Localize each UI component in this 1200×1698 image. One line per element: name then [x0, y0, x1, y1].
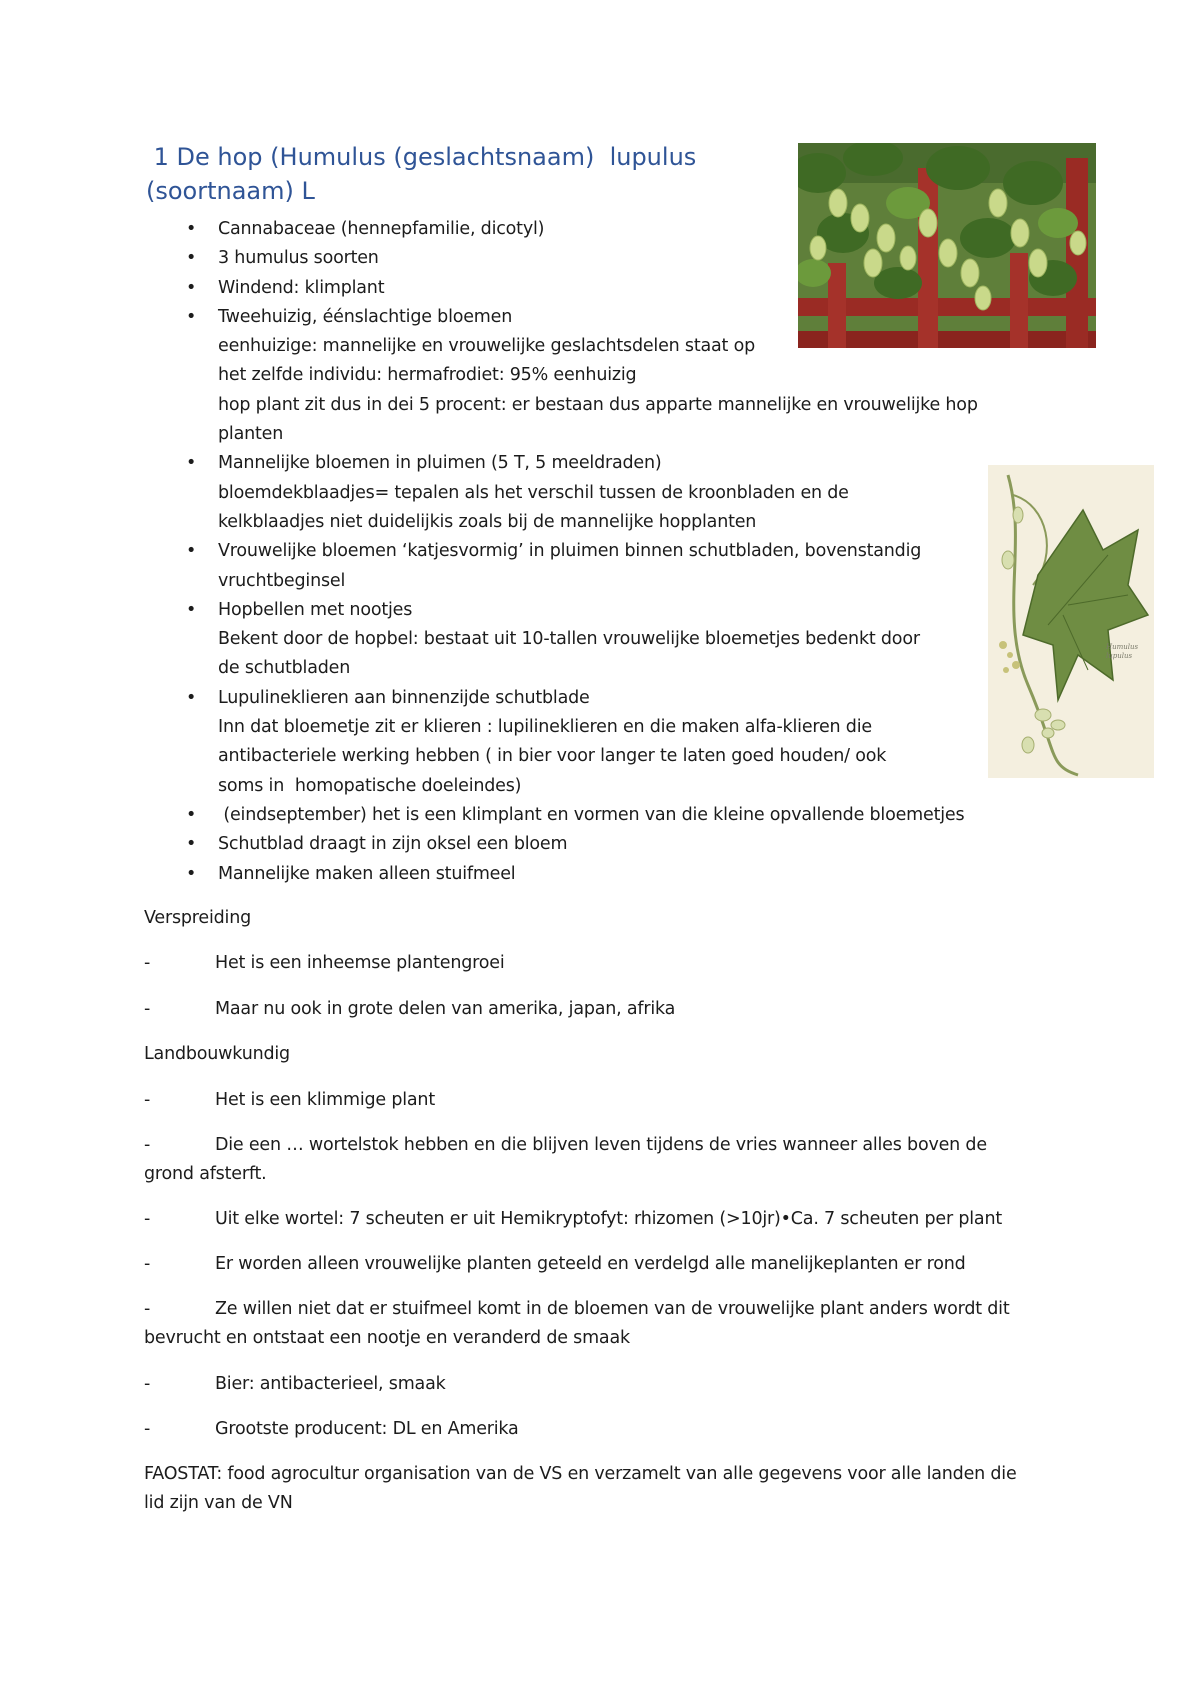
bullet-dot-icon: •: [186, 277, 197, 298]
bullet-text: Lupulineklieren aan binnenzijde schutblade: [218, 687, 590, 708]
bullet-text: (eindseptember) het is een klimplant en vormen van die kleine opvallende bloemetjes: [218, 804, 965, 825]
bullet-item: [186, 596, 1046, 684]
bullet-text: kelkblaadjes niet duidelijkis zoals bij de mannelijke hopplanten: [218, 511, 757, 532]
dash-marker: -: [144, 953, 151, 973]
bullet-text: Cannabaceae (hennepfamilie, dicotyl): [218, 219, 545, 239]
faostat-paragraph: [144, 1460, 1064, 1519]
bullet-item: [186, 684, 1046, 801]
bullet-text: Vrouwelijke bloemen ‘katjesvormig’ in pluimen binnen schutbladen, bovenstandig: [218, 541, 922, 562]
faostat-line: lid zijn van de VN: [144, 1493, 293, 1514]
bullet-dot-icon: •: [186, 541, 197, 562]
bullet-dot-icon: •: [186, 219, 197, 239]
bullet-dot-icon: •: [186, 863, 197, 884]
dash-text: Er worden alleen vrouwelijke planten geteeld en verdelgd alle manelijkeplanten er rond: [215, 1254, 966, 1274]
dash-item: [144, 1415, 1064, 1444]
bullet-text: eenhuizige: mannelijke en vrouwelijke geslachtsdelen staat op: [218, 336, 755, 357]
bullet-text: Mannelijke bloemen in pluimen (5 T, 5 meeldraden): [218, 453, 662, 474]
bullet-text: bloemdekblaadjes= tepalen als het verschil tussen de kroonbladen en de: [218, 482, 849, 503]
bullet-text: het zelfde individu: hermafrodiet: 95% eenhuizig: [218, 365, 637, 386]
dash-marker: -: [144, 1135, 151, 1155]
dash-text: grond afsterft.: [144, 1164, 267, 1185]
bullet-dot-icon: •: [186, 248, 197, 269]
bullet-text: Bekent door de hopbel: bestaat uit 10-tallen vrouwelijke bloemetjes bedenkt door: [218, 629, 920, 650]
bullet-item: [186, 830, 1046, 859]
dash-marker: -: [144, 1374, 151, 1394]
title-line-2: (soortnaam) L: [146, 177, 315, 205]
bullet-text: Inn dat bloemetje zit er klieren : lupilineklieren en die maken alfa-klieren die: [218, 717, 872, 738]
bullet-item: [186, 303, 1046, 449]
bullet-dot-icon: •: [186, 306, 197, 327]
bullet-item: [186, 244, 1046, 273]
bullet-text: Hopbellen met nootjes: [218, 599, 413, 620]
page-title: [146, 140, 776, 208]
dash-item: [144, 1205, 1064, 1234]
section-heading-landbouwkundig: Landbouwkundig: [144, 1044, 290, 1064]
dash-text: Die een … wortelstok hebben en die blijven leven tijdens de vries wanneer alles boven de: [215, 1135, 987, 1155]
dash-marker: -: [144, 1419, 151, 1439]
bullet-text: planten: [218, 424, 284, 445]
faostat-line: FAOSTAT: food agrocultur organisation van de VS en verzamelt van alle gegevens voor alle landen die: [144, 1464, 1017, 1484]
dash-text: Het is een klimmige plant: [215, 1090, 435, 1110]
bullet-dot-icon: •: [186, 453, 197, 474]
bullet-list: [186, 215, 1046, 889]
bullet-text: antibacteriele werking hebben ( in bier voor langer te laten goed houden/ ook: [218, 746, 887, 767]
dash-item: [144, 995, 1064, 1024]
bullet-text: hop plant zit dus in dei 5 procent: er bestaan dus apparte mannelijke en vrouwelijke hop: [218, 394, 978, 415]
dash-item: [144, 1295, 1064, 1354]
dash-marker: -: [144, 1254, 151, 1274]
bullet-text: vruchtbeginsel: [218, 570, 346, 591]
bullet-text: de schutbladen: [218, 658, 351, 679]
dash-item: [144, 1086, 1064, 1115]
bullet-item: [186, 860, 1046, 889]
dash-text: Grootste producent: DL en Amerika: [215, 1419, 519, 1439]
bullet-text: soms in homopatische doeleindes): [218, 775, 522, 796]
dash-text: Bier: antibacterieel, smaak: [215, 1374, 446, 1394]
bullet-item: [186, 449, 1046, 537]
dash-item: [144, 1370, 1064, 1399]
bullet-text: Mannelijke maken alleen stuifmeel: [218, 863, 516, 884]
dash-text: Maar nu ook in grote delen van amerika, japan, afrika: [215, 999, 676, 1019]
bullet-text: Windend: klimplant: [218, 277, 385, 298]
dash-item: [144, 1250, 1064, 1279]
bullet-item: [186, 215, 1046, 244]
dash-marker: -: [144, 999, 151, 1019]
title-line-1: 1 De hop (Humulus (geslachtsnaam) lupulus: [146, 143, 697, 171]
dash-marker: -: [144, 1299, 151, 1319]
dash-marker: -: [144, 1090, 151, 1110]
bullet-item: [186, 274, 1046, 303]
dash-text: Ze willen niet dat er stuifmeel komt in de bloemen van de vrouwelijke plant anders wordt dit: [215, 1299, 1010, 1319]
bullet-dot-icon: •: [186, 687, 197, 708]
bullet-text: 3 humulus soorten: [218, 248, 379, 269]
dash-marker: -: [144, 1209, 151, 1229]
bullet-dot-icon: •: [186, 599, 197, 620]
illustration-caption: Humulus lupulus: [1106, 643, 1139, 660]
dash-item: [144, 1131, 1064, 1190]
bullet-item: [186, 801, 1046, 830]
dash-text: Uit elke wortel: 7 scheuten er uit Hemikryptofyt: rhizomen (>10jr)•Ca. 7 scheuten per plant: [215, 1209, 1003, 1229]
dash-text: Het is een inheemse plantengroei: [215, 953, 505, 973]
dash-item: [144, 949, 1064, 978]
bullet-text: Schutblad draagt in zijn oksel een bloem: [218, 834, 568, 855]
bullet-item: [186, 537, 1046, 596]
bullet-dot-icon: •: [186, 834, 197, 855]
bullet-dot-icon: •: [186, 804, 197, 825]
bullet-text: Tweehuizig, éénslachtige bloemen: [218, 306, 513, 327]
section-heading-verspreiding: Verspreiding: [144, 908, 252, 928]
dash-text: bevrucht en ontstaat een nootje en veranderd de smaak: [144, 1328, 630, 1349]
